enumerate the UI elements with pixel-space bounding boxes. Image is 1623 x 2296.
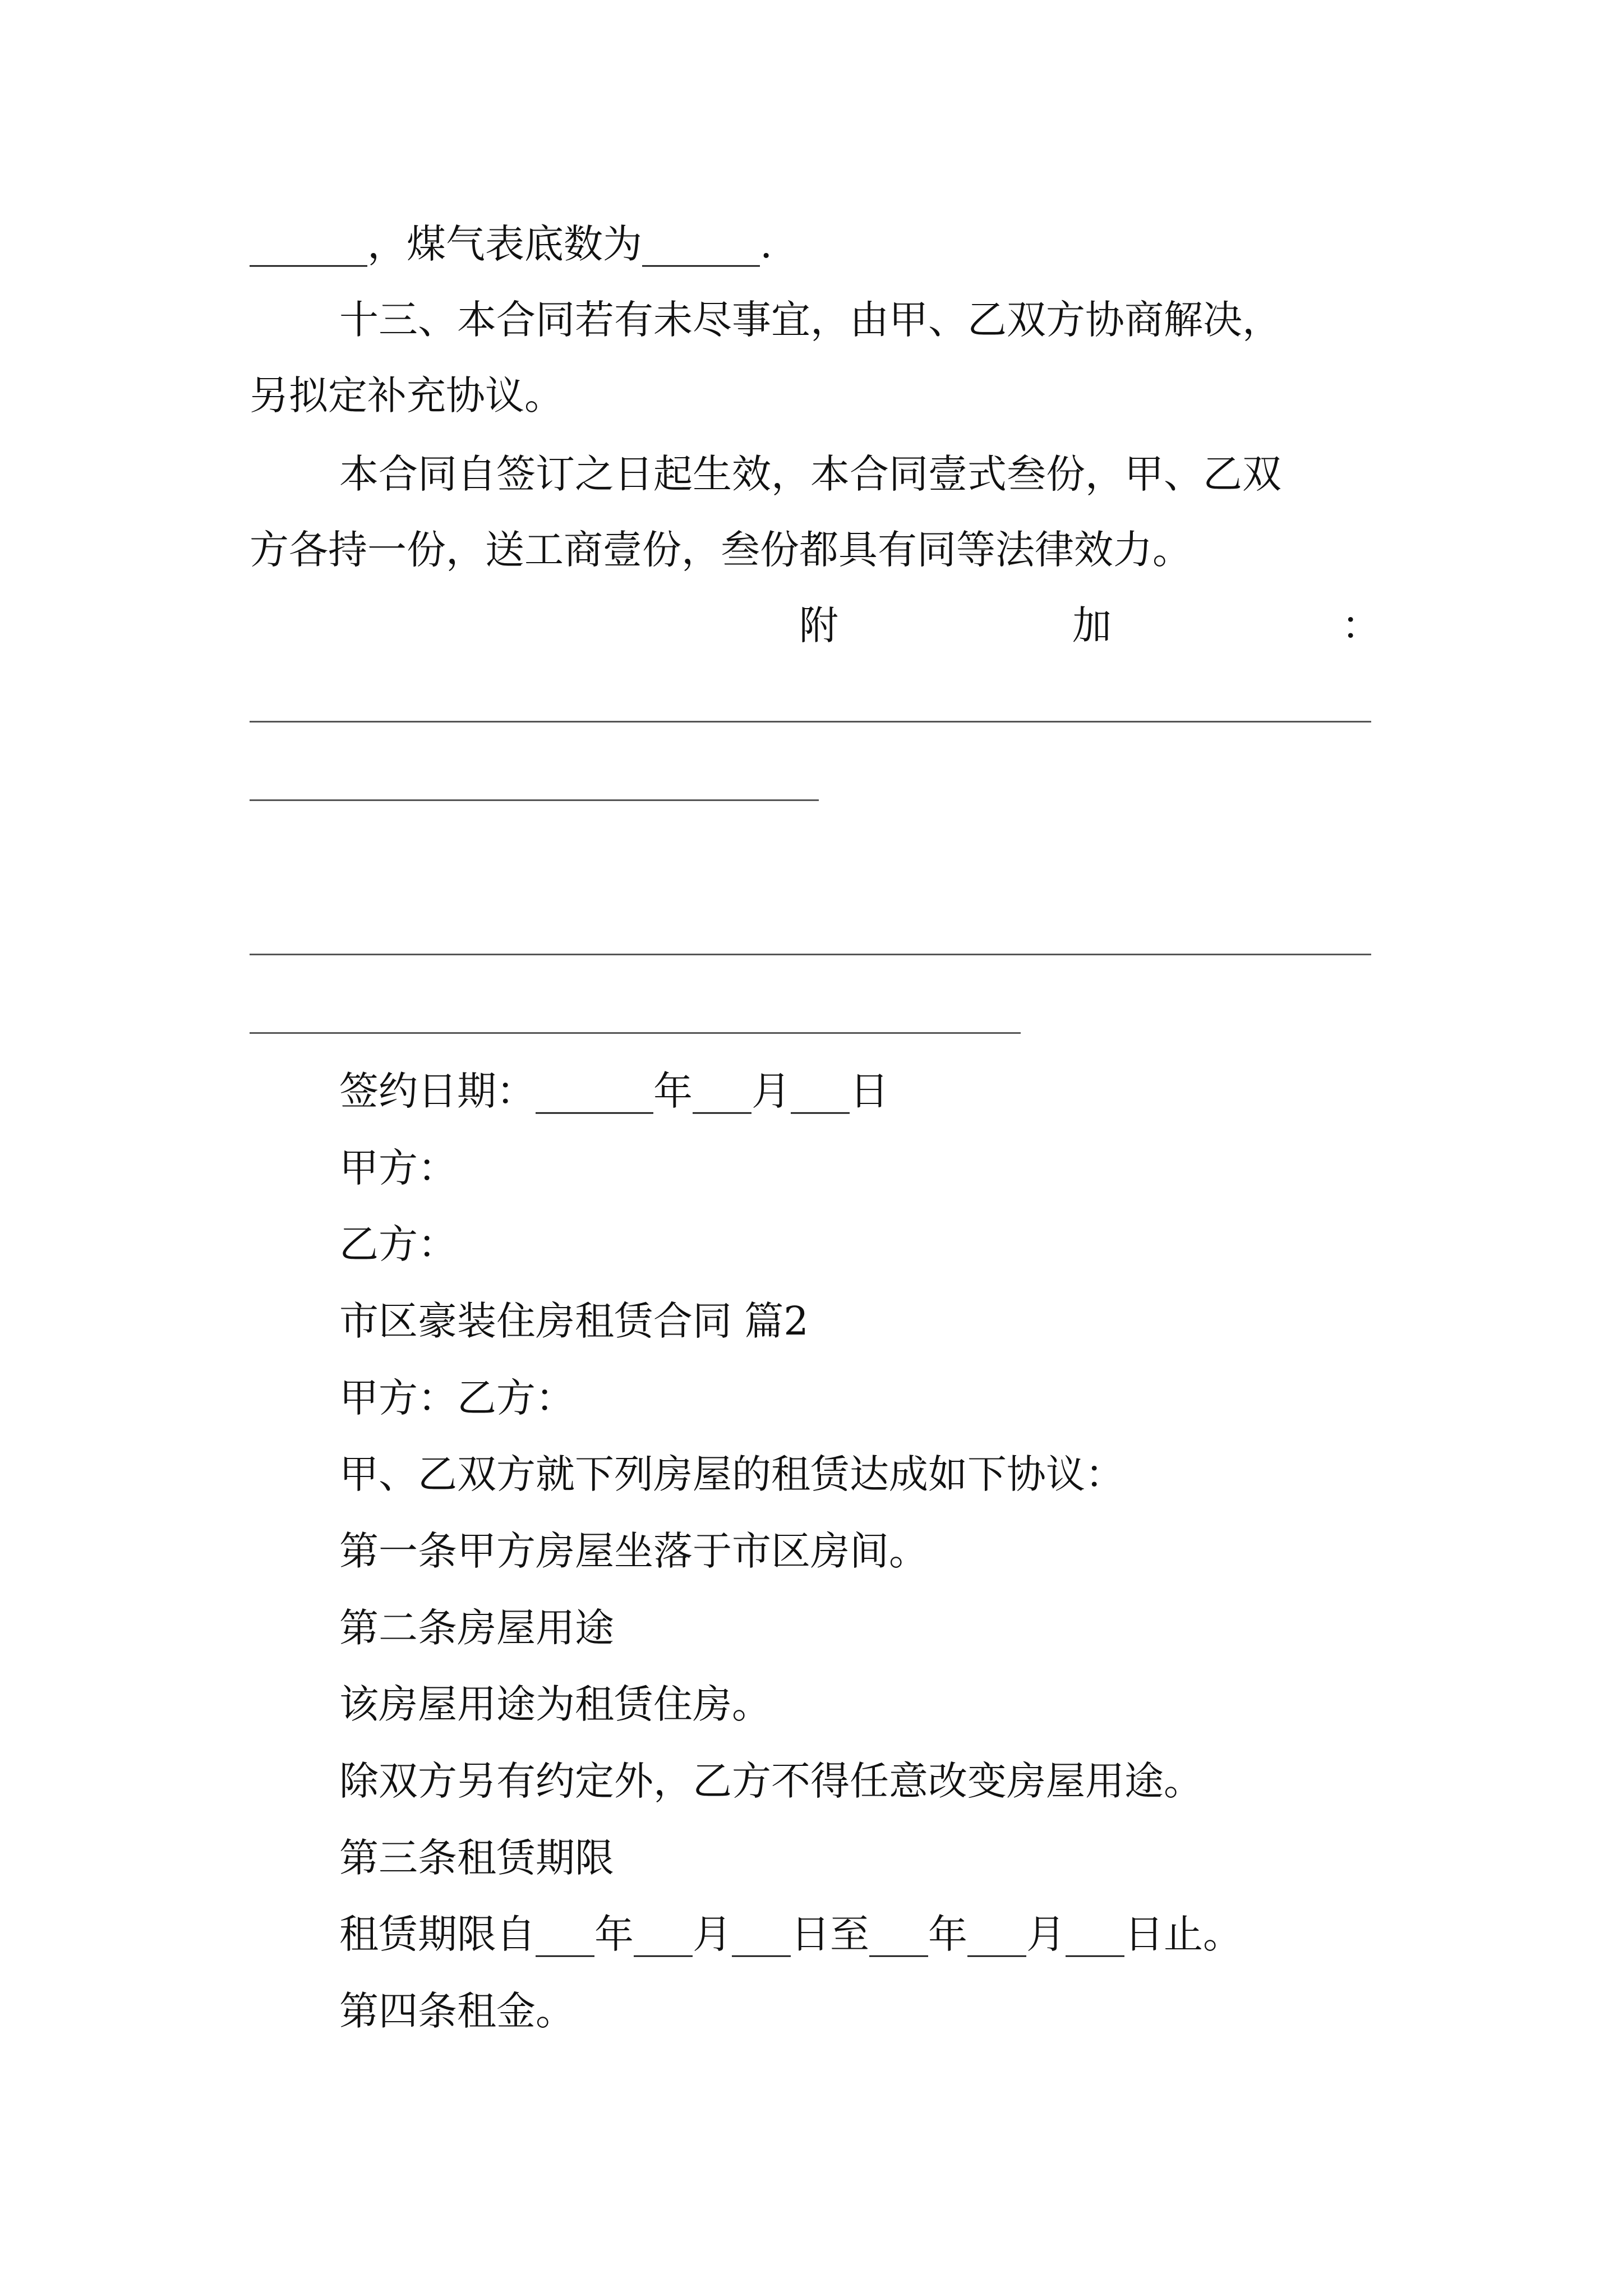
article-1-line: 第一条甲方房屋坐落于市区房间。 xyxy=(339,1528,928,1574)
article-4-heading: 第四条租金。 xyxy=(339,1988,575,2034)
clause-13-line-1: 十三、本合同若有未尽事宜，由甲、乙双方协商解决， xyxy=(339,297,1281,343)
parties-line: 甲方：乙方： xyxy=(339,1375,575,1421)
article-3-heading: 第三条租赁期限 xyxy=(339,1835,614,1881)
sign-date-line: 签约日期：______年___月___日 xyxy=(339,1068,889,1114)
contract-title-2: 市区豪装住房租赁合同 篇2 xyxy=(339,1298,809,1344)
appendix-blank-line-2 xyxy=(250,799,819,801)
party-a-line: 甲方： xyxy=(339,1145,457,1191)
party-b-line: 乙方： xyxy=(339,1221,457,1267)
article-2-use: 该房屋用途为租赁住房。 xyxy=(339,1681,771,1727)
appendix-colon: ： xyxy=(1341,602,1381,648)
effect-line-1: 本合同自签订之日起生效，本合同壹式叁份，甲、乙双 xyxy=(339,451,1281,497)
agreement-line: 甲、乙双方就下列房屋的租赁达成如下协议： xyxy=(339,1451,1124,1497)
appendix-blank-line-1 xyxy=(250,721,1371,723)
appendix-char-2: 加 xyxy=(1072,602,1112,648)
appendix-char-1: 附 xyxy=(799,602,838,648)
effect-line-2: 方各持一份，送工商壹份，叁份都具有同等法律效力。 xyxy=(250,527,1192,573)
clause-13-line-2: 另拟定补充协议。 xyxy=(250,372,564,418)
appendix-blank-line-3 xyxy=(250,954,1371,955)
article-2-restriction: 除双方另有约定外，乙方不得任意改变房屋用途。 xyxy=(339,1758,1203,1804)
appendix-blank-line-4 xyxy=(250,1032,1021,1034)
article-2-heading: 第二条房屋用途 xyxy=(339,1605,614,1651)
gas-meter-line: ______，煤气表底数为______. xyxy=(250,221,773,267)
article-3-period: 租赁期限自___年___月___日至___年___月___日止。 xyxy=(339,1911,1242,1957)
